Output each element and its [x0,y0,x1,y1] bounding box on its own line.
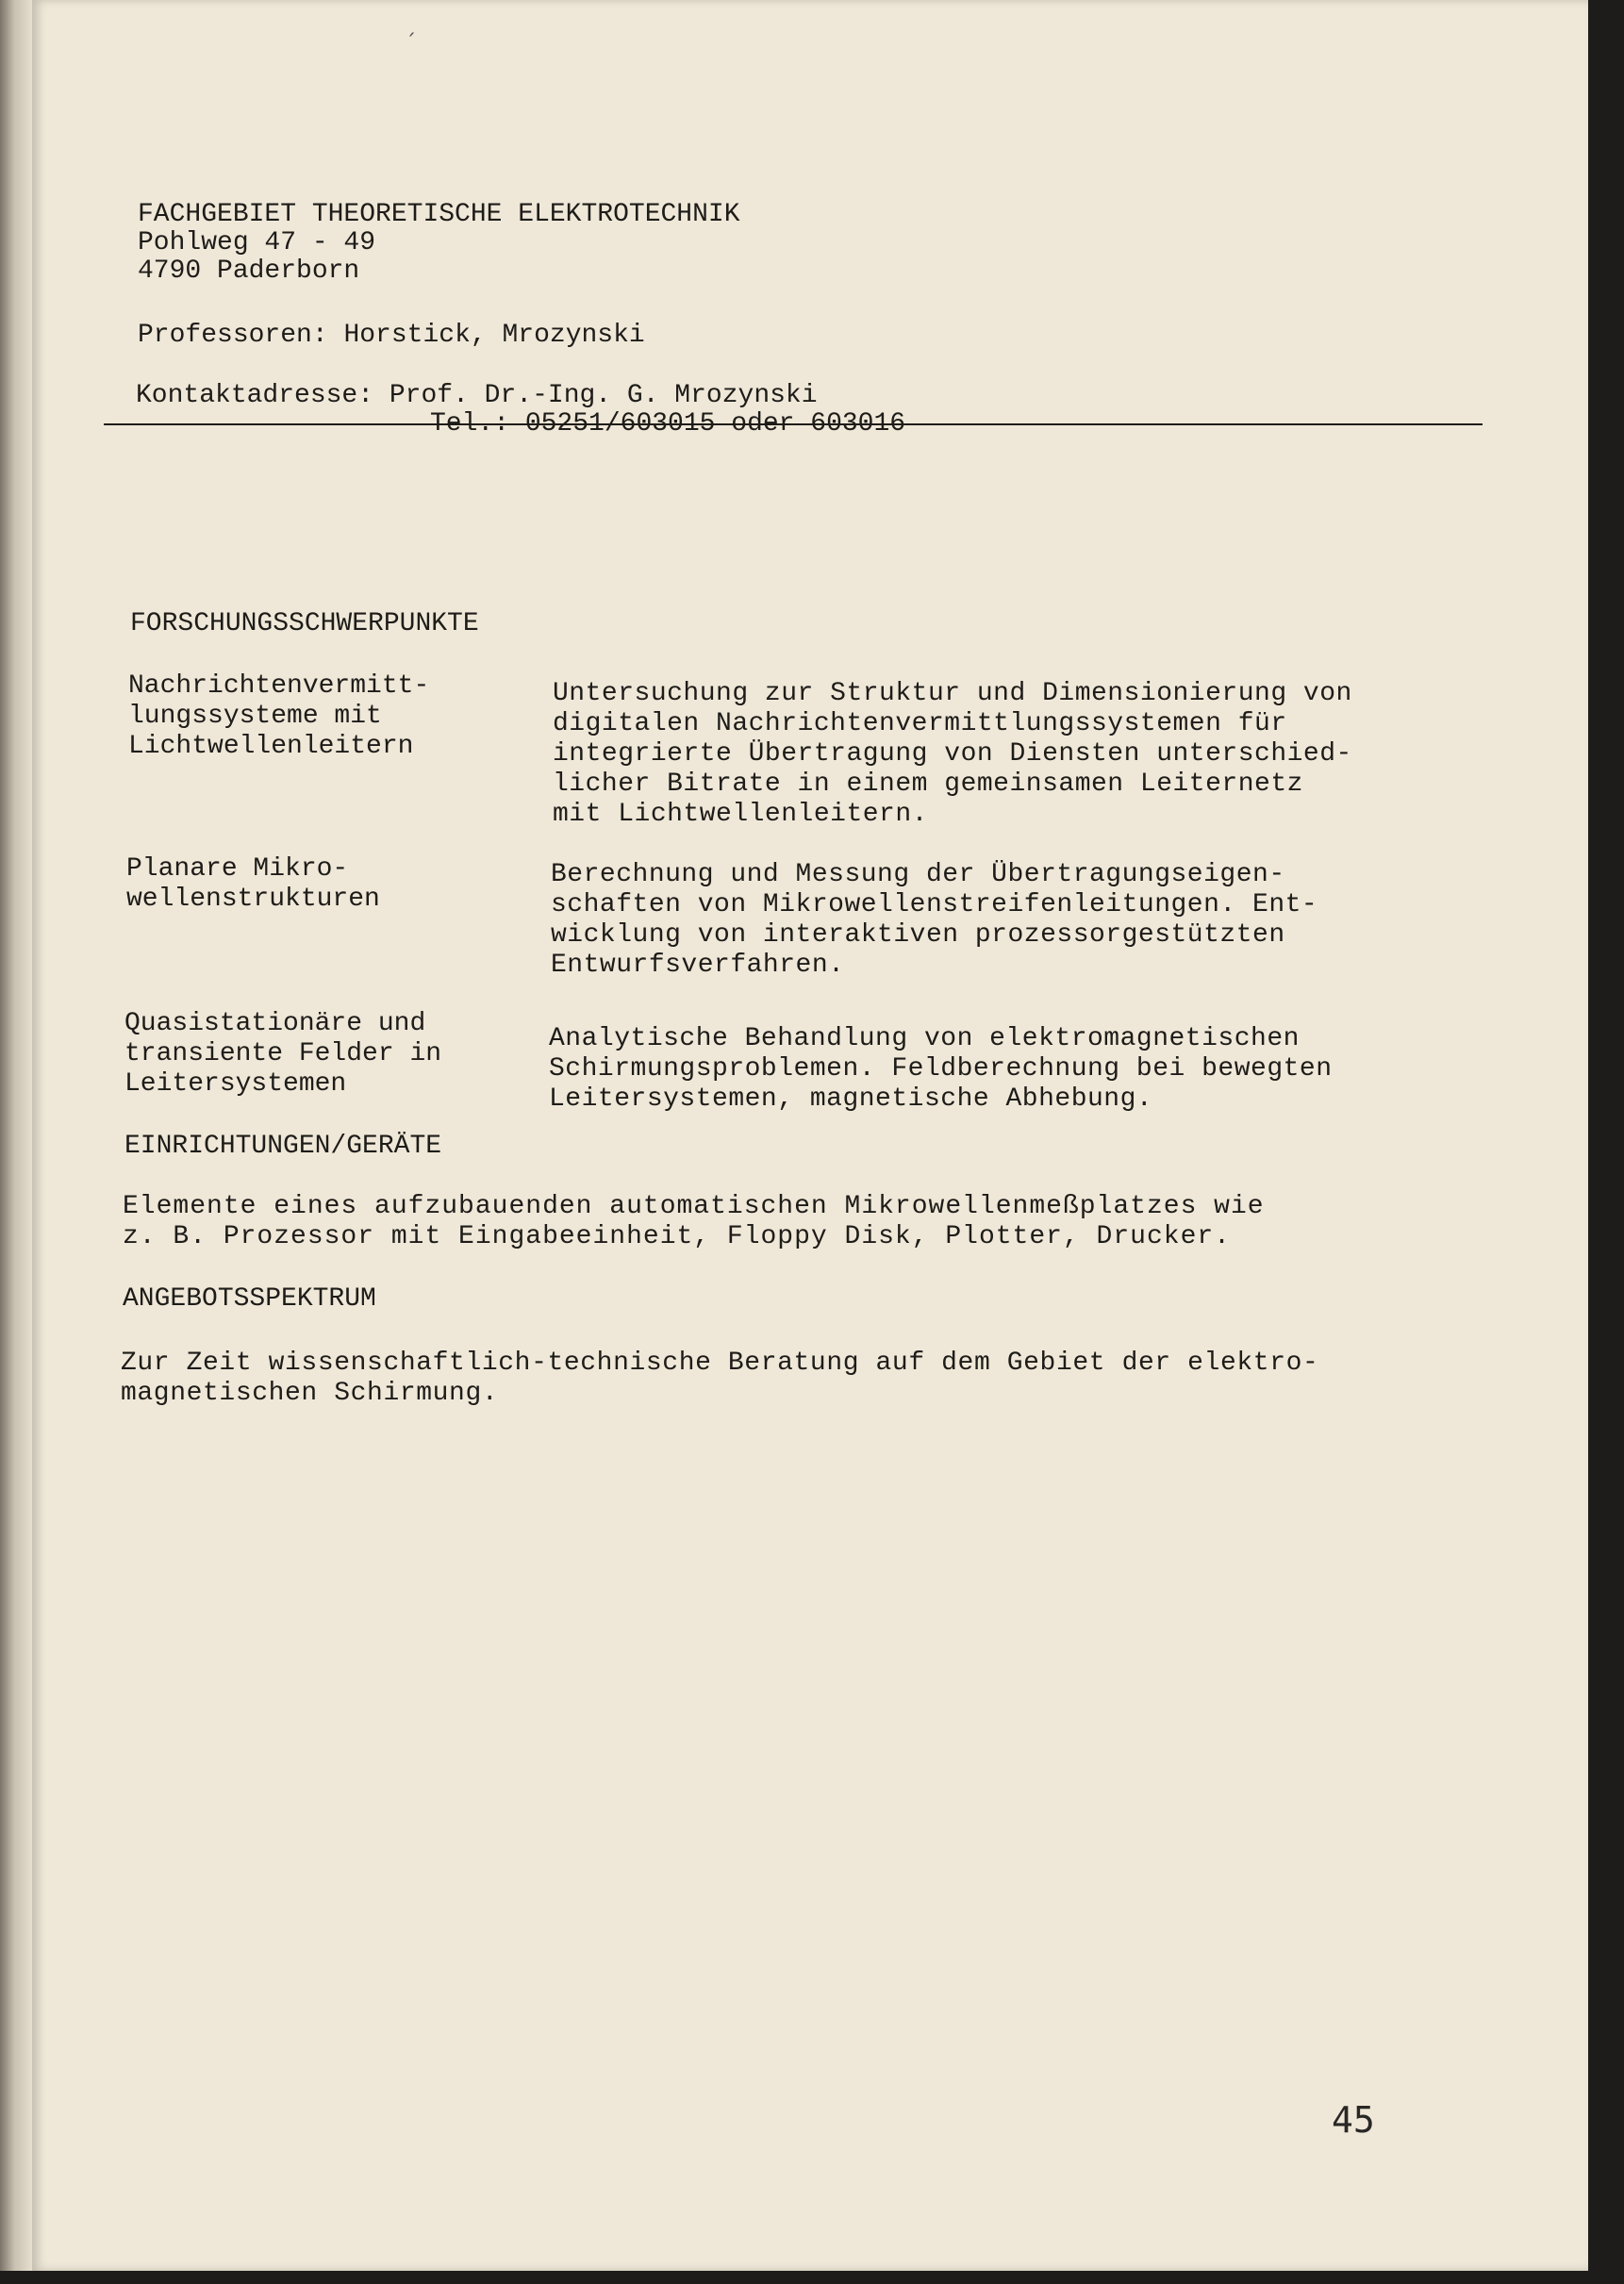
professors-line [138,321,645,351]
research-description-2: Berechnung und Messung der Übertragungseigen- schaften von Mikrowellenstreifenleitungen. Ent- wicklung von interaktiven prozessorgestützten Entwurfsverfahren. [551,860,1318,980]
header-divider [104,423,1483,425]
contact-name: Prof. Dr.-Ing. G. Mrozynski [389,381,818,410]
pencil-mark-icon: ˏ [406,13,416,37]
phone-number: 05251/603015 oder 603016 [524,409,906,439]
page-bottom-edge [0,2271,1624,2284]
department-title: FACHGEBIET THEORETISCHE ELEKTROTECHNIK [138,200,740,229]
research-topic-1: Nachrichtenvermitt- lungssysteme mit Lichtwellenleitern [128,671,430,761]
address-city: 4790 Paderborn [138,257,360,286]
offer-heading: ANGEBOTSSPEKTRUM [123,1284,376,1314]
phone-label: Tel.: [430,409,510,439]
research-topic-2: Planare Mikro- wellenstrukturen [126,854,380,914]
research-topic-3: Quasistationäre und transiente Felder in Leitersystemen [124,1009,442,1099]
research-description-3: Analytische Behandlung von elektromagnetischen Schirmungsproblemen. Feldberechnung bei bewegten Leitersystemen, magnetische Abhebung. [549,1024,1333,1114]
offer-text: Zur Zeit wissenschaftlich-technische Beratung auf dem Gebiet der elektro- magnetischen Schirmung. [121,1349,1319,1408]
professors-label: Professoren: [138,321,328,350]
equipment-heading: EINRICHTUNGEN/GERÄTE [124,1132,442,1161]
research-description-1: Untersuchung zur Struktur und Dimensionierung von digitalen Nachrichtenvermittlungssystemen für integrierte Übertragung von Diensten unterschied- licher Bitrate in einem gemeinsamen Leiternetz mit Lichtwellenleitern. [553,679,1352,829]
professors-names: Horstick, Mrozynski [343,321,645,350]
page-binding [0,0,32,2284]
contact-line [136,381,818,411]
research-heading: FORSCHUNGSSCHWERPUNKTE [130,609,479,638]
contact-label: Kontaktadresse: [136,381,374,410]
address-street: Pohlweg 47 - 49 [138,228,376,257]
equipment-text: Elemente eines aufzubauenden automatischen Mikrowellenmeßplatzes wie z. B. Prozessor mit Eingabeeinheit, Floppy Disk, Plotter, Drucker. [123,1192,1265,1251]
page-number: 45 [1332,2099,1375,2141]
page-right-edge [1588,0,1624,2284]
